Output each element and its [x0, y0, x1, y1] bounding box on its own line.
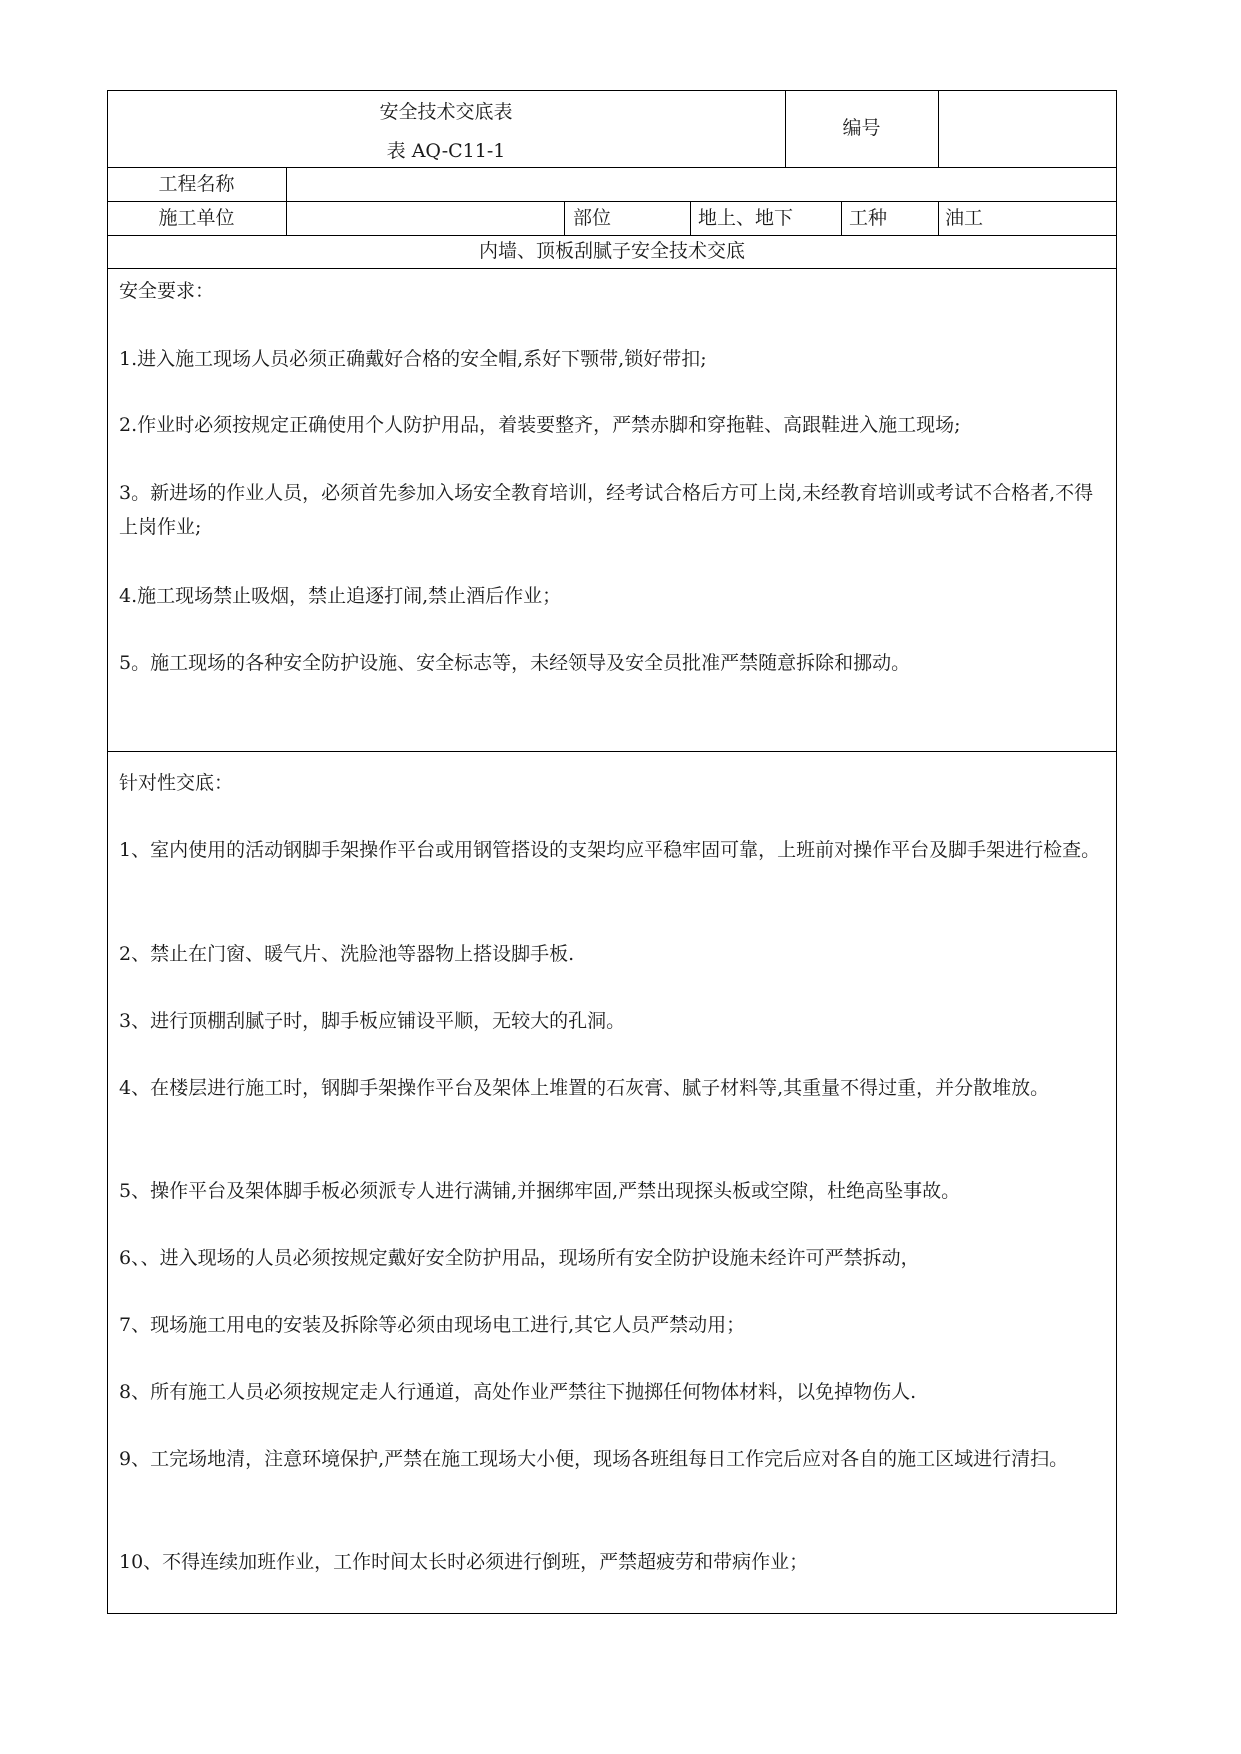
- row-divider: [107, 235, 1117, 236]
- construction-unit-value[interactable]: [296, 206, 556, 230]
- safety-item: 5。施工现场的各种安全防护设施、安全标志等，未经领导及安全员批准严禁随意拆除和挪动。: [119, 652, 911, 674]
- construction-unit-label: 施工单位: [158, 207, 235, 229]
- specific-item: 2、禁止在门窗、暖气片、洗脸池等器物上搭设脚手板.: [119, 943, 575, 965]
- location-label: 部位: [573, 207, 612, 229]
- section-title: 内墙、顶板刮腻子安全技术交底: [478, 240, 745, 262]
- row-divider: [107, 167, 1117, 168]
- safety-item: 2.作业时必须按规定正确使用个人防护用品，着装要整齐，严禁赤脚和穿拖鞋、高跟鞋进入施工现场;: [119, 414, 961, 436]
- form-title: 安全技术交底表: [379, 101, 513, 123]
- specific-heading: 针对性交底：: [119, 772, 234, 794]
- specific-item: 10、不得连续加班作业，工作时间太长时必须进行倒班，严禁超疲劳和带病作业；: [119, 1551, 809, 1573]
- specific-item: 5、操作平台及架体脚手板必须派专人进行满铺,并捆绑牢固,严禁出现探头板或空隙，杜绝高坠事故。: [119, 1180, 961, 1202]
- project-name-value[interactable]: [296, 172, 1106, 196]
- specific-item: 8、所有施工人员必须按规定走人行通道，高处作业严禁往下抛掷任何物体材料，以免掉物伤人.: [119, 1381, 917, 1403]
- number-label: 编号: [842, 117, 881, 139]
- trade-label: 工种: [849, 207, 888, 229]
- specific-item: 4、在楼层进行施工时，钢脚手架操作平台及架体上堆置的石灰膏、腻子材料等,其重量不得过重，并分散堆放。: [119, 1077, 1050, 1099]
- col-divider: [938, 201, 939, 235]
- specific-item: 6、、进入现场的人员必须按规定戴好安全防护用品，现场所有安全防护设施未经许可严禁拆动，: [119, 1247, 920, 1269]
- project-name-label: 工程名称: [158, 173, 235, 195]
- specific-item: 1、室内使用的活动钢脚手架操作平台或用钢管搭设的支架均应平稳牢固可靠，上班前对操作平台及脚手架进行检查。: [119, 839, 1101, 861]
- safety-item: 1.进入施工现场人员必须正确戴好合格的安全帽,系好下颚带,锁好带扣;: [119, 348, 707, 370]
- col-divider: [841, 201, 842, 235]
- col-divider: [564, 201, 565, 235]
- form-code: 表 AQ-C11-1: [386, 140, 506, 162]
- specific-item: 7、现场施工用电的安装及拆除等必须由现场电工进行,其它人员严禁动用；: [119, 1314, 746, 1336]
- location-value: 地上、地下: [698, 207, 794, 229]
- safety-item: 3。新进场的作业人员，必须首先参加入场安全教育培训，经考试合格后方可上岗,未经教育培训或考试不合格者,不得上岗作业;: [119, 482, 1094, 538]
- col-divider: [690, 201, 691, 235]
- row-divider: [107, 268, 1117, 269]
- safety-heading: 安全要求：: [119, 280, 215, 302]
- number-value[interactable]: [938, 116, 1117, 140]
- specific-item: 3、进行顶棚刮腻子时，脚手板应铺设平顺，无较大的孔洞。: [119, 1010, 626, 1032]
- trade-value: 油工: [945, 207, 984, 229]
- col-divider: [286, 167, 287, 235]
- specific-item: 9、工完场地清，注意环境保护,严禁在施工现场大小便，现场各班组每日工作完后应对各自的施工区域进行清扫。: [119, 1448, 1069, 1470]
- safety-item: 4.施工现场禁止吸烟，禁止追逐打闹,禁止酒后作业；: [119, 585, 562, 607]
- row-divider: [107, 201, 1117, 202]
- section-divider: [107, 751, 1117, 752]
